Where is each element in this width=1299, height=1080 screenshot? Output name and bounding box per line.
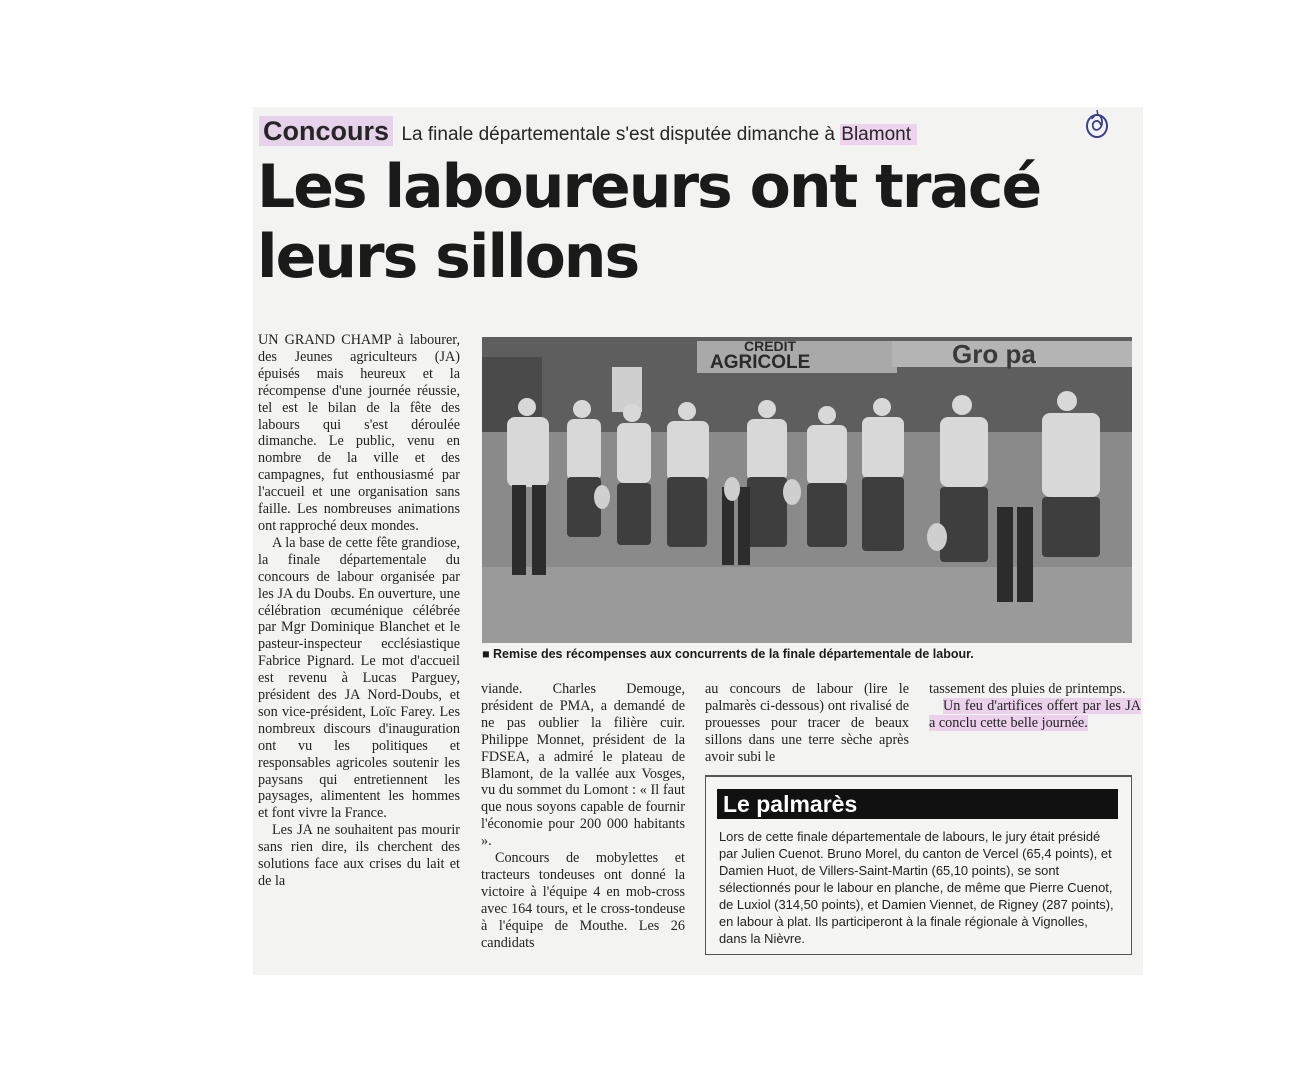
ink-stamp-mark: [1083, 109, 1111, 141]
kicker-sentence: La finale départementale s'est disputée dimanche à: [401, 124, 835, 145]
paragraph: Concours de mobylettes et tracteurs tondeuses ont donné la victoire à l'équipe 4 en mob-cross avec 164 tours, et le cross-tondeuse à l'équipe de Mouthe. Les 26 candidats: [481, 850, 685, 951]
paragraph: UN GRAND CHAMP à labourer, des Jeunes agriculteurs (JA) épuisés mais heureux et la récompense d'une journée réussie, tel est le bilan de la fête des labours qui s'est déroulée dimanche. Le public, venu en nombre de la ville et des campagnes, fut enthousiasmé par l'accueil et une organisation sans faille. Les nombreuses animations ont rapproché deux mondes.: [258, 332, 460, 534]
group-photo: [482, 337, 1132, 643]
paragraph: [929, 698, 1141, 732]
newspaper-clipping: [253, 107, 1143, 975]
kicker-line: [259, 116, 917, 147]
article-column-1: [258, 332, 460, 890]
photo-caption: ■ Remise des récompenses aux concurrents de la finale départementale de labour.: [482, 647, 974, 661]
paragraph: viande. Charles Demouge, président de PMA, a demandé de ne pas oublier la filière cuir. Philippe Monnet, président de la FDSEA, a admiré le plateau de Blamont, de la vallée aux Vosges, vu du sommet du Lomont : « Il faut que nous soyons capable de fournir l'économie pour 200 000 habitants ».: [481, 681, 685, 850]
article-column-2: [481, 681, 685, 952]
article-column-4: [929, 681, 1141, 732]
kicker-place: Blamont: [840, 124, 917, 145]
kicker-text: [401, 124, 917, 145]
section-tag: Concours: [259, 116, 393, 146]
banner-text-3: Gro pa: [952, 339, 1036, 369]
paragraph: au concours de labour (lire le palmarès ci-dessous) ont rivalisé de prouesses pour tracer de beaux sillons dans une terre sèche après avoir subi le: [705, 681, 909, 765]
palmares-text: Lors de cette finale départementale de labours, le jury était présidé par Julien Cuenot. Bruno Morel, du canton de Vercel (65,4 points), et Damien Huot, de Villers-Saint-Martin (65,10 points), se sont sélectionnés pour le labour en planche, de même que Pierre Cuenot, de Luxiol (314,50 points), et Damien Viennet, de Rigney (287 points), en labour à plat. Ils participeront à la finale régionale à Vignolles, dans la Nièvre.: [719, 829, 1114, 946]
photo-illustration: [482, 337, 1132, 643]
banner-text-2: AGRICOLE: [710, 352, 811, 373]
highlighted-text: Un feu d'artifices offert par les JA a conclu cette belle journée.: [929, 697, 1141, 731]
palmares-title: Le palmarès: [717, 789, 1118, 819]
banner-text-1: CREDIT: [744, 338, 797, 354]
paragraph: Les JA ne souhaitent pas mourir sans rien dire, ils cherchent des solutions face aux crises du lait et de la: [258, 822, 460, 889]
headline: Les laboureurs ont tracé leurs sillons: [257, 152, 1041, 292]
paragraph: A la base de cette fête grandiose, la finale départementale du concours de labour organisée par les JA du Doubs. En ouverture, une célébration œcuménique célébrée par Mgr Dominique Blanchet et le pasteur-inspecteur ecclésiastique Fabrice Pignard. Le mot d'accueil est revenu à Lucas Parguey, président des JA Nord-Doubs, et son vice-président, Loïc Farey. Les nombreux discours d'inauguration ont vu les politiques et responsables agricoles soutenir les paysans qui entretiennent les paysages, alimentent les hommes et font vivre la France.: [258, 534, 460, 822]
paragraph: tassement des pluies de printemps.: [929, 681, 1126, 697]
palmares-box: [705, 775, 1132, 955]
article-column-3: [705, 681, 909, 766]
